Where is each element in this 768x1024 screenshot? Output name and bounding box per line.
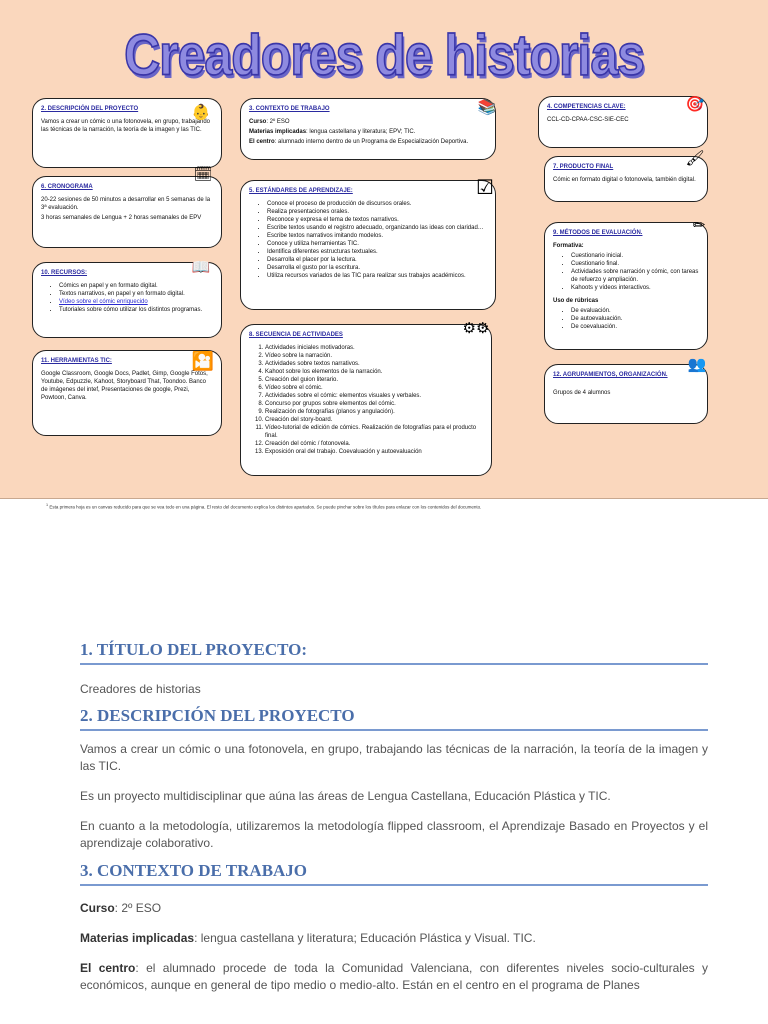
target-icon: 🎯 [685,96,705,113]
list-item: 13. Exposición oral del trabajo. Coevaluación y autoevaluación [265,448,483,456]
pencil-icon: ✏ [692,217,706,234]
card-herramientas-text: Google Classroom, Google Docs, Padlet, Gimp, Google Fotos, Youtube, Edpuzzle, Kahoot, Storyboard That, Toondoo. Banco de imágenes del intef, Presentaciones de google, Prezi, Powtoon, Canva. [41,371,208,401]
list-item: 6. Vídeo sobre el cómic. [265,384,483,392]
card-contexto [240,98,496,160]
document-body [80,640,708,994]
list-item: 5. Creación del guion literario. [265,376,483,384]
doc-descripcion-p1: Vamos a crear un cómic o una fotonovela, en grupo, trabajando las técnicas de la narración, la teoría de la imagen y las TIC. [80,742,708,773]
metodos-rubricas-list [553,307,699,331]
doc-descripcion-p2: Es un proyecto multidisciplinar que aúna las áreas de Lengua Castellana, Educación Plástica y TIC. [80,789,611,803]
list-item: • Realiza presentaciones orales. [267,208,487,216]
list-item: 10. Creación del story-board. [265,416,483,424]
estandares-list [249,200,487,280]
card-secuencia [240,324,492,476]
card-agrupamientos-text: Grupos de 4 alumnos [553,390,611,396]
contexto-materias: Materias implicadas: lengua castellana y literatura; EPV; TIC. [249,129,416,135]
list-item: • Cómics en papel y en formato digital. [59,282,213,290]
list-item: • Conoce el proceso de producción de discursos orales. [267,200,487,208]
film-icon: 🎦 [191,350,215,371]
list-item: • Kahoots y vídeos interactivos. [571,284,699,292]
list-item [59,298,213,306]
calendar-icon: 🗓 [193,166,213,183]
list-item: 2. Vídeo sobre la narración. [265,352,483,360]
list-item: 1. Actividades iniciales motivadoras. [265,344,483,352]
book-search-icon: 📖 [191,259,211,276]
metodos-formativa-label: Formativa: [553,243,584,249]
gears-icon: ⚙⚙ [462,320,490,337]
students-icon: 👥 [687,356,707,373]
canvas-title: Creadores de historias [124,22,644,88]
list-item: 3. Actividades sobre textos narrativos. [265,360,483,368]
list-item: 12. Creación del cómic / fotonovela. [265,440,483,448]
metodos-rubricas-label: Uso de rúbricas [553,298,599,304]
card-estandares-title[interactable]: 5. ESTÁNDARES DE APRENDIZAJE: [249,188,353,194]
card-herramientas-title[interactable]: 11. HERRAMIENTAS TIC: [41,358,112,364]
list-item: • Textos narrativos, en papel y en formato digital. [59,290,213,298]
list-item: • Identifica diferentes estructuras textuales. [267,248,487,256]
list-item: • Escribe textos narrativos imitando modelos. [267,232,487,240]
list-item: • Tutoriales sobre cómo utilizar los distintos programas. [59,306,213,314]
heading-contexto: 3. CONTEXTO DE TRABAJO [80,861,708,886]
list-item: • Cuestionario inicial. [571,252,699,260]
card-cronograma [32,176,222,248]
books-icon: 📚 [477,99,497,116]
list-item: • De coevaluación. [571,323,699,331]
list-item: 9. Realización de fotografías (planos y angulación). [265,408,483,416]
list-item: 7. Actividades sobre el cómic: elementos visuales y verbales. [265,392,483,400]
doc-contexto-curso: Curso: 2º ESO [80,901,162,915]
cronograma-text1: 20-22 sesiones de 50 minutos a desarrollar en 5 semanas de la 3ª evaluación. [41,197,211,211]
list-item: • Desarrolla el placer por la lectura. [267,256,487,264]
list-item: • Reconoce y expresa el tema de textos narrativos. [267,216,487,224]
heading-titulo: 1. TÍTULO DEL PROYECTO: [80,640,708,665]
metodos-formativa-list [553,252,699,292]
project-canvas [0,0,768,499]
card-contexto-title[interactable]: 3. CONTEXTO DE TRABAJO [249,106,330,112]
recursos-list [41,282,213,314]
list-item: • Utiliza recursos variados de las TIC para realizar sus trabajos académicos. [267,272,487,280]
list-item: 11. Vídeo-tutorial de edición de cómics. Realización de fotografías para el producto final. [265,424,483,440]
secuencia-list [249,344,483,456]
doc-contexto-materias: Materias implicadas: lengua castellana y literatura; Educación Plástica y Visual. TIC. [80,931,536,945]
list-item: • Conoce y utiliza herramientas TIC. [267,240,487,248]
card-metodos [544,222,708,350]
card-producto-title[interactable]: 7. PRODUCTO FINAL [553,164,614,170]
heading-descripcion: 2. DESCRIPCIÓN DEL PROYECTO [80,706,708,731]
list-item: • Desarrolla el gusto por la escritura. [267,264,487,272]
card-estandares [240,180,496,310]
card-descripcion-title[interactable]: 2. DESCRIPCIÓN DEL PROYECTO [41,106,139,112]
card-secuencia-title[interactable]: 8. SECUENCIA DE ACTIVIDADES [249,332,343,338]
list-item: • Actividades sobre narración y cómic, con tareas de refuerzo y ampliación. [571,268,699,284]
card-metodos-title[interactable]: 9. MÉTODOS DE EVALUACIÓN. [553,230,643,236]
list-item: • Cuestionario final. [571,260,699,268]
list-item: • Escribe textos usando el registro adecuado, organizando las ideas con claridad… [267,224,487,232]
card-producto-text: Cómic en formato digital o fotonovela, también digital. [553,177,696,183]
card-descripcion-text: Vamos a crear un cómic o una fotonovela, en grupo, trabajando las técnicas de la narración, la teoría de la imagen y las TIC. [41,119,210,133]
contexto-curso: Curso: 2º ESO [249,119,290,125]
footnote: $^1$ Esta primera hoja es un canvas reducido para que se vea todo en una página. El resto del documento explica los distintos apartados. Se puede pinchar sobre los títulos para enlazar con los contenidos del documento. [46,503,482,510]
recursos-video-link[interactable]: Vídeo sobre el cómic enriquecido [59,299,148,305]
paintbrush-icon: 🖌 [685,150,705,167]
card-competencias-title[interactable]: 4. COMPETENCIAS CLAVE: [547,104,626,110]
doc-titulo-text: Creadores de historias [80,682,201,696]
card-recursos-title[interactable]: 10. RECURSOS: [41,270,88,276]
card-competencias-text: CCL-CD-CPAA-CSC-SIE-CEC [547,117,629,123]
contexto-centro: El centro: alumnado interno dentro de un Programa de Especialización Deportiva. [249,139,469,145]
card-cronograma-title[interactable]: 6. CRONOGRAMA [41,184,93,190]
cronograma-text2: 3 horas semanales de Lengua + 2 horas semanales de EPV [41,215,202,221]
doc-contexto-centro: El centro: el alumnado procede de toda la Comunidad Valenciana, con diferentes niveles socio-culturales y económicos, aunque en general de tipo medio o medio-alto. Están en el centro en el programa de Planes [80,961,708,992]
card-competencias [538,96,708,148]
doc-descripcion-p3: En cuanto a la metodología, utilizaremos la metodología flipped classroom, el Aprendizaje Basado en Proyectos y el aprendizaje colaborativo. [80,819,708,850]
checklist-icon: ☑ [476,176,494,199]
storyteller-icon: 👶 [191,104,211,121]
list-item: • De autoevaluación. [571,315,699,323]
list-item: • De evaluación. [571,307,699,315]
list-item: 4. Kahoot sobre los elementos de la narración. [265,368,483,376]
card-agrupamientos-title[interactable]: 12. AGRUPAMIENTOS, ORGANIZACIÓN. [553,372,668,378]
list-item: 8. Concurso por grupos sobre elementos del cómic. [265,400,483,408]
